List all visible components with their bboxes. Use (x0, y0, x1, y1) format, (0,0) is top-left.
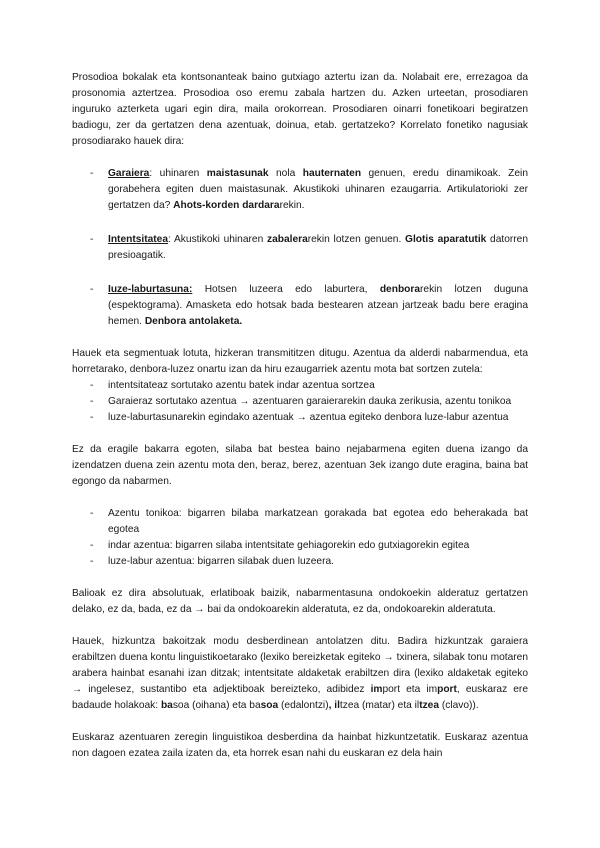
bold-text: Glotis aparatutik (405, 234, 487, 245)
text: , euskaraz ere badaude holakoak: (72, 684, 528, 711)
text: Hotsen luzeera edo laburtera, (192, 284, 380, 295)
text: Hauek, hizkuntza bakoitzak modu desberdinean antolatzen ditu. Badira hizkuntzak garaiera erabiltzen duena kontu linguistikoetarako (lexiko bereizketak egiteko → txinera, silabak tonu motaren arabera hainbat esanahi izan ditzak; intentsitate aldaketak erabiltzen dira (lexiko aldaketak egiteko → ingelesez, sustantibo eta adjektiboak bereizteko, adibidez (72, 636, 528, 695)
list-item (72, 554, 528, 570)
bold-text: hauternaten (302, 168, 362, 179)
list-item-text: luze-laburtasunarekin egindako azentuak → azentua egiteko denbora luze-labur azentua (108, 412, 509, 423)
bold-text: im (370, 684, 383, 695)
list-item (72, 506, 528, 538)
list-item-text: luze-labur azentua: bigarren silabak duen luzeera. (108, 556, 334, 567)
text: rekin lotzen duguna (espektograma). Amasketa edo hotsak bada bestearen atzean jartzeak badu bere eragina hemen. (108, 284, 528, 327)
list-item-text: indar azentua: bigarren silaba intentsitate gehiagorekin edo gutxiagorekin egitea (108, 540, 470, 551)
text: rekin. (279, 200, 305, 211)
bold-text: maistasunak (206, 168, 269, 179)
term-intentsitatea: Intentsitatea (108, 234, 169, 245)
feature-item-luze-laburtasuna (72, 282, 528, 330)
bold-text: ba (160, 700, 173, 711)
segments-paragraph: Hauek eta segmentuak lotuta, hizkeran transmititzen ditugu. Azentua da alderdi nabarmendua, eta horretarako, denbora-luzez onartu izan da hiru ezaugarriek azentu mota bat sortzen zutela: (72, 348, 528, 375)
text: : uhinaren (149, 168, 207, 179)
text: soa (oihana) eta ba (172, 700, 261, 711)
list-item-text: intentsitateaz sortutako azentu batek indar azentua sortzea (108, 380, 375, 391)
text: genuen, eredu dinamikoak. Zein gorabehera egiten duen maistasunak. Akustikoki uhinaren ezaugarria. Artikulatorioki zer gertatzen da? (108, 168, 528, 211)
bold-text: tzea (419, 700, 440, 711)
basque-accent-paragraph: Euskaraz azentuaren zeregin linguistikoa desberdina da hainbat hizkuntzetatik. Euskaraz azentua non dagoen ezatea zaila izaten da, eta horrek esan nahi du euskaran ez dela hain (72, 732, 528, 759)
dash-marker: - (90, 234, 94, 245)
bold-text: port (437, 684, 457, 695)
intro-paragraph: Prosodioa bokalak eta kontsonanteak baino gutxiago aztertu izan da. Nolabait ere, errezagoa da prosonomia aztertzea. Prosodioa oso eremu zabala hartzen du. Azken urteetan, prosodiaren inguruko azterketa ugari egin dira, maila orokorrean. Prosodiaren oinarri fonetikoari begiratzen badiogu, zer da gertatzen dena azentuak, doinua, etab. gertatzeko? Korrelato fonetiko nagusiak prosodiarako hauek dira: (72, 72, 528, 147)
dash-marker: - (90, 396, 94, 407)
term-garaiera: Garaiera (108, 168, 150, 179)
document-page (72, 70, 528, 762)
dash-marker: - (90, 540, 94, 551)
bold-text: denbora (379, 284, 421, 295)
dash-marker: - (90, 508, 94, 519)
bold-text: Ahots-korden dardara (173, 200, 280, 211)
text: tzea (matar) eta il (339, 700, 420, 711)
spacer (72, 214, 528, 232)
bold-text: , il (328, 700, 340, 711)
bold-text: soa (260, 700, 279, 711)
accent-types-list (72, 378, 528, 426)
list-item (72, 378, 528, 394)
dash-marker: - (90, 168, 94, 179)
list-item (72, 394, 528, 410)
relative-values-paragraph: Balioak ez dira absolutuak, erlatiboak baizik, nabarmentasuna ondokoekin alderatuz gertatzen delako, ez da, bada, ez da → bai da ondokoarekin alderatuta, ez da, ondokoarekin alderatuta. (72, 588, 528, 615)
text: (clavo)). (439, 700, 479, 711)
text: : Akustikoki uhinaren (168, 234, 267, 245)
text: port eta im (382, 684, 438, 695)
dash-marker: - (90, 556, 94, 567)
term-luze-laburtasuna: Iuze-laburtasuna: (108, 284, 193, 295)
list-item (72, 410, 528, 426)
dash-marker: - (90, 380, 94, 391)
text: (edalontzi) (278, 700, 329, 711)
list-item (72, 538, 528, 554)
text: datorren presioagatik. (108, 234, 528, 261)
bold-text: zabalera (266, 234, 308, 245)
text: nola (268, 168, 303, 179)
dash-marker: - (90, 284, 94, 295)
text: rekin lotzen genuen. (307, 234, 406, 245)
dash-marker: - (90, 412, 94, 423)
list-item-text: Garaieraz sortutako azentua → azentuaren garaierarekin dauka zerikusia, azentu tonikoa (108, 396, 512, 407)
feature-item-intentsitatea (72, 232, 528, 264)
accent-definitions-list (72, 506, 528, 570)
single-factor-paragraph: Ez da eragile bakarra egoten, silaba bat bestea baino nejabarmena egiten duena izango da izendatzen duena zein azentu mota den, beraz, berez, azentuan 3ek izango dute eragina, baina bat egongo da nabarmen. (72, 444, 528, 487)
spacer (72, 264, 528, 282)
prosody-features-list (72, 166, 528, 330)
languages-paragraph (72, 634, 528, 714)
feature-item-garaiera (72, 166, 528, 214)
list-item-text: Azentu tonikoa: bigarren bilaba markatzean gorakada bat egotea edo beherakada bat egotea (108, 508, 528, 535)
bold-text: Denbora antolaketa. (144, 316, 243, 327)
